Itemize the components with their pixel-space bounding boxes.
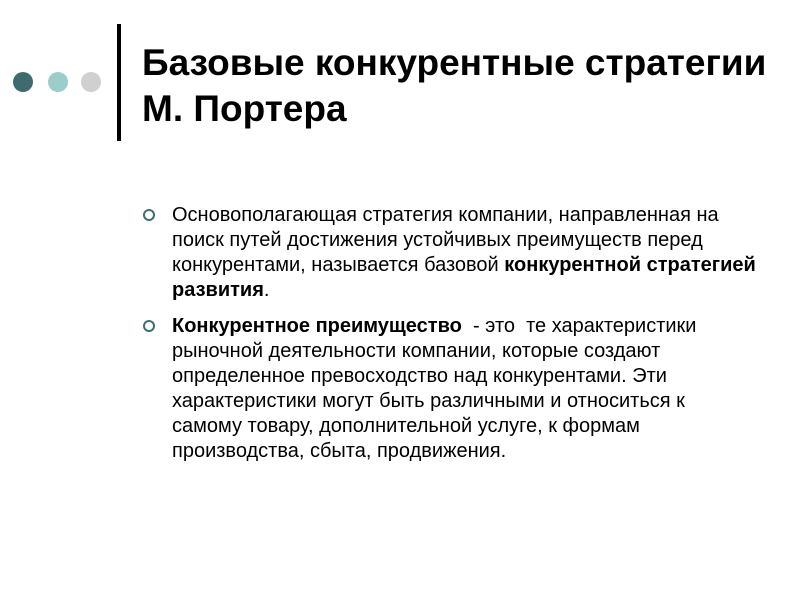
bullet-text xyxy=(172,315,702,462)
bullet-text-bold-part: Конкурентное преимущество xyxy=(172,315,462,337)
bullet-text-part: . xyxy=(263,279,270,301)
bullet-item-1 xyxy=(140,203,760,303)
dot-teal-icon xyxy=(48,72,68,92)
decorative-dots xyxy=(13,72,103,94)
dot-dark-icon xyxy=(13,72,33,92)
bullet-text-part: Основополагающая стратегия компании, направленная на поиск путей достижения устойчивых преимуществ перед конкурентами, называется базовой xyxy=(172,204,719,276)
bullet-text-part: - это те характеристики рыночной деятельности компании, которые создают определенное превосходство над конкурентами. Эти характеристики могут быть различными и относиться к самому товару, дополнительной услуге, к формам производства, сбыта, продвижения. xyxy=(172,315,703,462)
ring-bullet-icon xyxy=(143,209,155,221)
slide-title: Базовые конкурентные стратегии М. Портера xyxy=(142,42,767,129)
bullet-text xyxy=(172,204,756,301)
dot-gray-icon xyxy=(81,72,101,92)
bullet-item-2 xyxy=(140,314,760,464)
ring-bullet-icon xyxy=(143,320,155,332)
title-accent-bar xyxy=(117,24,121,141)
bullet-text-bold-part: конкурентной стратегией развития xyxy=(172,254,756,301)
bullet-list xyxy=(140,203,760,475)
